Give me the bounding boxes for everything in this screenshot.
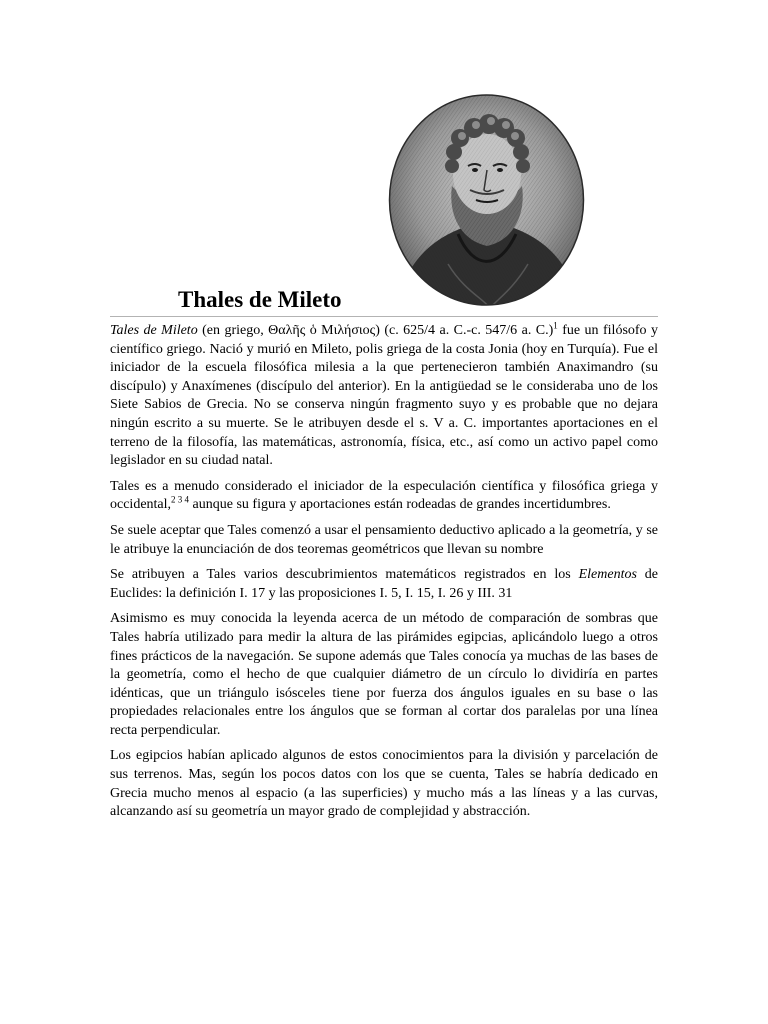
subject-name: Tales de Mileto	[110, 323, 198, 338]
elements-title: Elementos	[578, 567, 637, 583]
article-body	[110, 322, 658, 829]
footnote-refs: 2 3 4	[171, 494, 190, 505]
title-divider	[110, 316, 658, 317]
paragraph-deductive: Se suele aceptar que Tales comenzó a usar el pensamiento deductivo aplicado a la geometría, y se le atribuye la enunciación de dos teoremas geométricos que llevan su nombre	[110, 522, 658, 557]
paragraph-speculation: Tales es a menudo considerado el iniciador de la especulación científica y filosófica griega y occidental,$^{2 3 4}$ aunque su figura y aportaciones están rodeadas de grandes incertidumbres.	[110, 478, 658, 513]
thales-portrait-engraving	[388, 94, 585, 306]
footnote-ref: 1	[553, 320, 558, 331]
paragraph-egyptians: Los egipcios habían aplicado algunos de estos conocimientos para la división y parcelación de sus terrenos. Mas, según los pocos datos con los que se cuenta, Tales se habría dedicado en Grecia mucho menos al espacio (a las superficies) y mucho más a las líneas y a las curvas, alcanzando así su geometría un mayor grado de complejidad y abstracción.	[110, 748, 658, 820]
paragraph-shadows: Asimismo es muy conocida la leyenda acerca de un método de comparación de sombras que Tales habría utilizado para medir la altura de las pirámides egipcias, aplicándolo luego a otros fines prácticos de la navegación. Se supone además que Tales conocía ya muchas de las bases de la geometría, como el hecho de que cualquier diámetro de un círculo lo dividiría en partes idénticas, que un triángulo isósceles tiene por fuerza dos ángulos iguales en su base o las propiedades relacionales entre los ángulos que se forman al cortar dos paralelas por una línea recta perpendicular.	[110, 611, 658, 738]
paragraph-intro: Tales de Mileto (en griego, Θαλῆς ὁ Μιλήσιος) (c. 625/4 a. C.-c. 547/6 a. C.)$^1$ fue un filósofo y científico griego. Nació y murió en Mileto, polis griega de la costa Jonia (hoy en Turquía). Fue el iniciador de la escuela filosófica milesia a la que pertenecieron también Anaximandro (su discípulo) y Anaxímenes (discípulo del anterior). En la antigüedad se le consideraba uno de los Siete Sabios de Grecia. No se conserva ningún fragmento suyo y es probable que no dejara ningún escrito a su muerte. Se le atribuyen desde el s. V a. C. importantes aportaciones en el terreno de la filosofía, las matemáticas, astronomía, física, etc., así como un activo papel como legislador en su ciudad natal.	[110, 320, 658, 469]
paragraph-elements: Se atribuyen a Tales varios descubrimientos matemáticos registrados en los Elementos de Euclides: la definición I. 17 y las proposiciones I. 5, I. 15, I. 26 y III. 31	[110, 567, 659, 601]
page-title: Thales de Mileto	[178, 287, 342, 312]
